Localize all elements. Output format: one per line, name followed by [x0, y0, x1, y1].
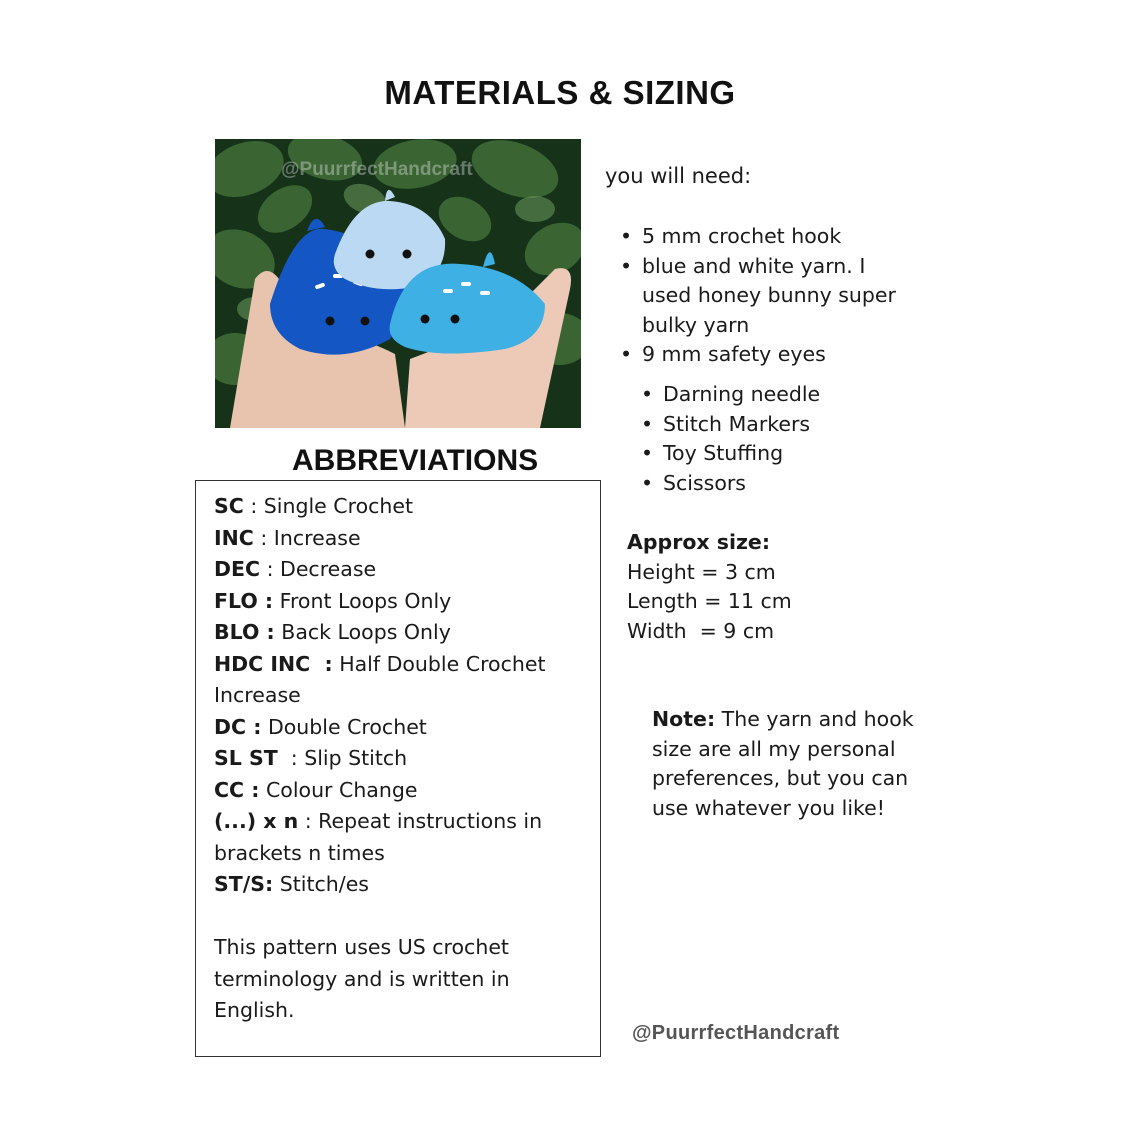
list-item: • 5 mm crochet hook [620, 222, 910, 252]
note-label: Note: [652, 707, 716, 731]
abbreviation-meaning: Front Loops Only [279, 588, 452, 613]
note [652, 705, 927, 823]
list-item: • Toy Stuffing [641, 439, 901, 469]
size-height: Height = 3 cm [627, 559, 776, 584]
materials-list [620, 222, 910, 370]
list-item: • blue and white yarn. I used honey bunny super bulky yarn [620, 252, 910, 341]
terminology-note: This pattern uses US crochet terminology and is written in English. [214, 935, 510, 1022]
abbreviation-row [214, 491, 589, 523]
abbreviation-row [214, 523, 589, 555]
abbreviations-title: ABBREVIATIONS [292, 444, 539, 477]
abbreviation-row [214, 617, 589, 649]
abbreviation: ST/S: [214, 872, 274, 896]
social-handle: @PuurrfectHandcraft [632, 1022, 840, 1044]
abbreviation-row [214, 806, 589, 869]
abbreviation-row [214, 869, 589, 901]
note-text: The yarn and hook size are all my personal preferences, but you can use whatever you like! [652, 707, 914, 820]
materials-intro: you will need: [605, 164, 752, 188]
abbreviation-meaning: Slip Stitch [304, 746, 408, 770]
abbreviation-row [214, 649, 589, 712]
photo-watermark: @PuurrfectHandcraft [281, 159, 473, 180]
list-item: • Stitch Markers [641, 410, 901, 440]
approx-size [627, 528, 792, 646]
abbreviation-separator: : [243, 494, 264, 518]
abbreviation: FLO : [214, 588, 274, 613]
size-heading: Approx size: [627, 530, 771, 554]
abbreviation: (...) x n [214, 809, 299, 833]
abbreviation-meaning: Double Crochet [267, 714, 427, 739]
page-title: MATERIALS & SIZING [384, 74, 736, 111]
abbreviation: SC [214, 494, 244, 518]
abbreviation-meaning: Colour Change [265, 777, 418, 802]
abbreviation: BLO : [214, 620, 275, 644]
abbreviation: INC [214, 525, 254, 550]
size-width: Width = 9 cm [627, 618, 775, 643]
abbreviation-row [214, 586, 589, 618]
abbreviation-row [214, 775, 589, 807]
photo-illustration [215, 139, 581, 428]
abbreviation-separator: : [260, 557, 281, 581]
abbreviation-row [214, 554, 589, 586]
abbreviation-meaning: Repeat instructions in brackets n times [214, 809, 543, 865]
abbreviation-separator: : [253, 525, 274, 550]
abbreviation-row [214, 743, 589, 775]
list-item: • Scissors [641, 469, 901, 499]
abbreviations-list [214, 491, 589, 901]
abbreviation-meaning: Single Crochet [263, 494, 414, 518]
abbreviation-meaning: Increase [273, 525, 361, 550]
abbreviation-meaning: Back Loops Only [281, 620, 451, 644]
tools-list [641, 380, 901, 498]
abbreviation: SL ST [214, 746, 278, 770]
abbreviation-meaning: Stitch/es [279, 872, 369, 896]
abbreviations-box [195, 480, 601, 1057]
abbreviation-separator: : [298, 809, 319, 833]
abbreviation: HDC INC : [214, 651, 333, 676]
size-length: Length = 11 cm [627, 589, 792, 613]
abbreviation: DC : [214, 714, 262, 739]
abbreviation-separator: : [277, 746, 305, 770]
abbreviation-row [214, 712, 589, 744]
list-item: • Darning needle [641, 380, 901, 410]
abbreviation-meaning: Decrease [280, 557, 377, 581]
list-item: • 9 mm safety eyes [620, 340, 910, 370]
stingray-plushies-photo [215, 139, 581, 428]
abbreviation-meaning: Half Double Crochet Increase [214, 651, 546, 707]
abbreviation: DEC [214, 557, 261, 581]
abbreviation: CC : [214, 777, 260, 802]
